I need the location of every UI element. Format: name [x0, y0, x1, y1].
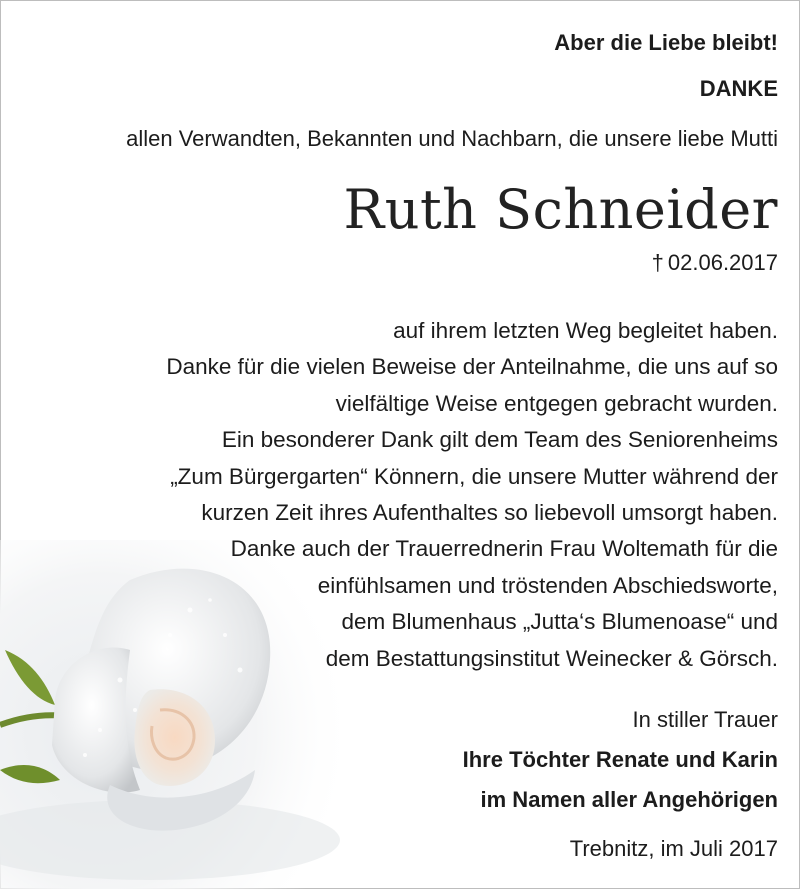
- heading-quote: Aber die Liebe bleibt!: [554, 30, 778, 55]
- death-date-value: 02.06.2017: [667, 250, 778, 275]
- body-line: einfühlsamen und tröstenden Abschiedsworte,: [317, 572, 778, 598]
- deceased-name: Ruth Schneider: [343, 178, 778, 241]
- cross-icon: †: [651, 250, 664, 275]
- body-line: Danke für die vielen Beweise der Anteilnahme, die uns auf so: [166, 354, 778, 380]
- body-line: dem Bestattungsinstitut Weinecker & Görsch.: [325, 645, 778, 671]
- thanks-heading: DANKE: [699, 76, 778, 101]
- death-date: [652, 248, 778, 278]
- body-line: Danke auch der Trauerrednerin Frau Woltemath für die: [230, 536, 778, 562]
- body-line: „Zum Bürgergarten“ Könnern, die unsere Mutter während der: [170, 463, 778, 489]
- body-line: vielfältige Weise entgegen gebracht wurden.: [335, 390, 778, 416]
- signatory-daughters: Ihre Töchter Renate und Karin: [462, 747, 778, 772]
- body-line: auf ihrem letzten Weg begleitet haben.: [393, 318, 778, 343]
- body-line: Ein besonderer Dank gilt dem Team des Seniorenheims: [221, 427, 778, 453]
- body-line: kurzen Zeit ihres Aufenthaltes so liebevoll umsorgt haben.: [201, 500, 778, 526]
- intro-text: allen Verwandten, Bekannten und Nachbarn, die unsere liebe Mutti: [126, 126, 778, 151]
- body-line: dem Blumenhaus „Jutta‘s Blumenoase“ und: [341, 609, 778, 635]
- thanks-body: [166, 313, 778, 677]
- signatory-relatives: im Namen aller Angehörigen: [480, 787, 778, 812]
- place-date: Trebnitz, im Juli 2017: [569, 836, 778, 861]
- mourning-text: In stiller Trauer: [632, 707, 778, 732]
